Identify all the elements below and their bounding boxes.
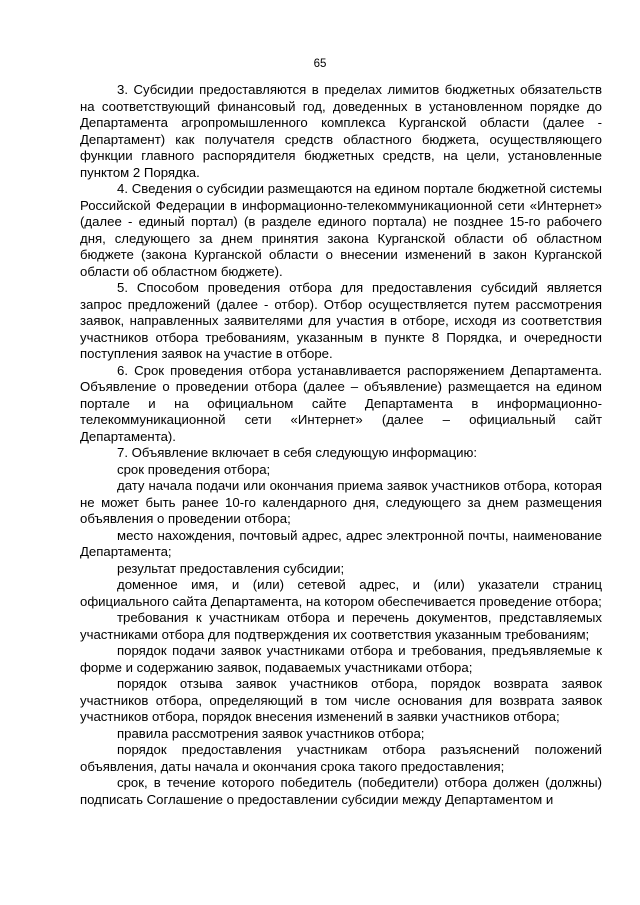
list-item: правила рассмотрения заявок участников отбора;	[117, 725, 425, 741]
list-item: срок проведения отбора;	[117, 461, 271, 477]
list-item: требования к участникам отбора и перечень документов, представляемых участниками отбора для подтверждения их соответствия указанным требованиям;	[80, 610, 602, 642]
list-item: дату начала подачи или окончания приема заявок участников отбора, которая не может быть ранее 10-го календарного дня, следующего за днем размещения объявления о проведении отбора;	[80, 478, 602, 526]
list-item: доменное имя, и (или) сетевой адрес, и (или) указатели страниц официального сайта Департамента, на котором обеспечивается проведение отбора;	[80, 577, 602, 609]
list-item: порядок отзыва заявок участников отбора, порядок возврата заявок участников отбора, определяющий в том числе основания для возврата заявок участников отбора, порядок внесения изменений в заявки участников отбора;	[80, 676, 602, 724]
paragraph-7: 7. Объявление включает в себя следующую информацию:	[117, 445, 478, 460]
list-item: порядок предоставления участникам отбора разъяснений положений объявления, даты начала и окончания срока такого предоставления;	[80, 742, 602, 774]
paragraph-4: 4. Сведения о субсидии размещаются на едином портале бюджетной системы Российской Федерации в информационно-телекоммуникационной сети «Интернет» (далее - единый портал) (в разделе единого портала) не позднее 15-го рабочего дня, следующего за днем принятия закона Курганской области об областном бюджете (закона Курганской области о внесении изменений в закон Курганской области об областном бюджете).	[80, 181, 602, 279]
paragraph-5: 5. Способом проведения отбора для предоставления субсидий является запрос предложений (далее - отбор). Отбор осуществляется путем рассмотрения заявок, направленных заявителями для участия в отборе, исходя из соответствия участников отбора требованиям, указанным в пункте 8 Порядка, и очередности поступления заявок на участие в отборе.	[80, 280, 602, 361]
list-item: срок, в течение которого победитель (победители) отбора должен (должны) подписать Соглашение о предоставлении субсидии между Департаментом и	[80, 775, 602, 807]
document-body	[80, 82, 602, 808]
list-item: результат предоставления субсидии;	[117, 560, 345, 576]
paragraph-3: 3. Субсидии предоставляются в пределах лимитов бюджетных обязательств на соответствующий финансовый год, доведенных в установленном порядке до Департамента агропромышленного комплекса Курганской области (далее - Департамент) как получателя средств областного бюджета, осуществляющего функции главного распорядителя бюджетных средств, на цели, установленные пунктом 2 Порядка.	[80, 82, 602, 180]
list-item: порядок подачи заявок участниками отбора и требования, предъявляемые к форме и содержанию заявок, подаваемых участниками отбора;	[80, 643, 602, 675]
paragraph-6: 6. Срок проведения отбора устанавливается распоряжением Департамента. Объявление о проведении отбора (далее – объявление) размещается на едином портале и на официальном сайте Департамента в информационно-телекоммуникационной сети «Интернет» (далее – официальный сайт Департамента).	[80, 362, 602, 444]
page-number: 65	[313, 58, 327, 70]
list-item: место нахождения, почтовый адрес, адрес электронной почты, наименование Департамента;	[80, 527, 602, 559]
